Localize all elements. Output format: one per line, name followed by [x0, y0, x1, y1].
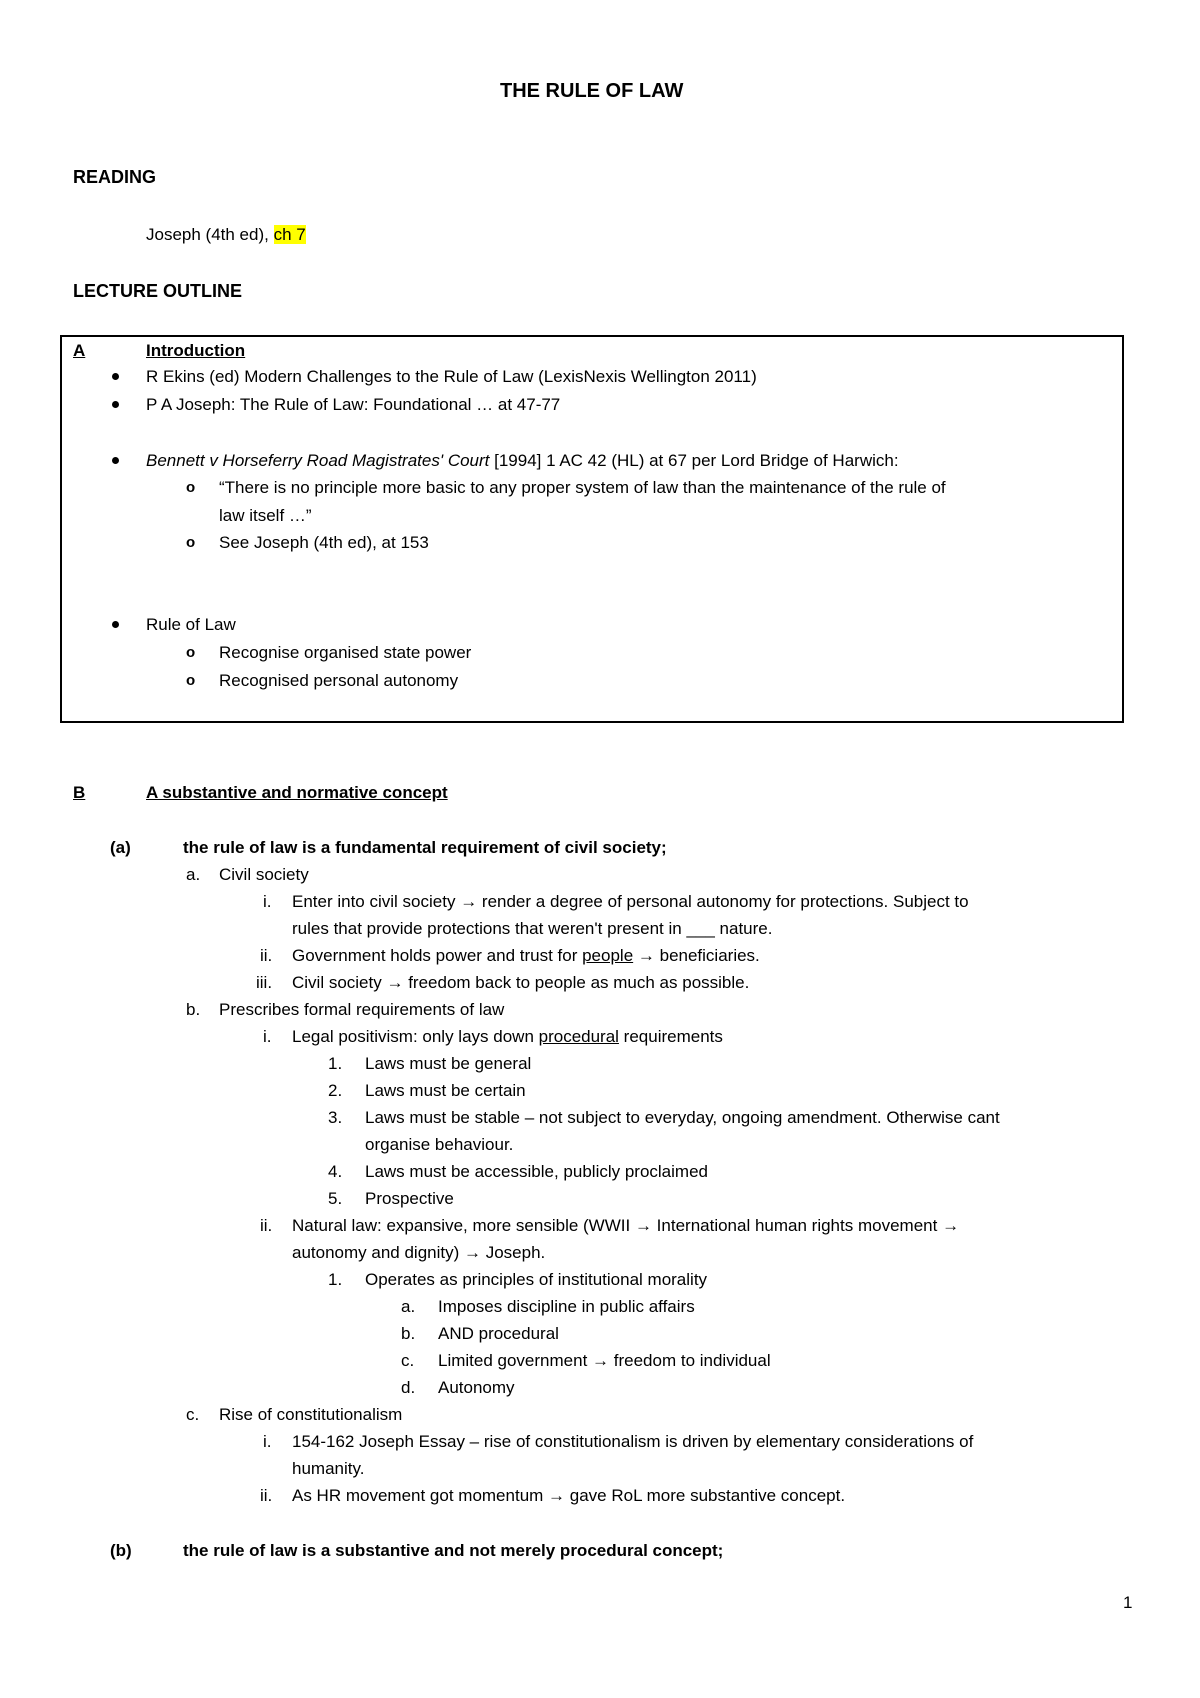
mb-label: b. [401, 1324, 416, 1343]
reading-text: Joseph (4th ed), [146, 225, 274, 244]
a-c-label: c. [186, 1405, 200, 1424]
ma-label: a. [401, 1297, 416, 1316]
a-a-i-text-2: render a degree of personal autonomy for protections. Subject to [477, 892, 969, 911]
a-a-ii-label: ii. [260, 946, 273, 965]
reading-heading: READING [73, 167, 157, 187]
arrow-icon: → [386, 973, 404, 992]
a-a-iii-text-1: Civil society [292, 973, 387, 992]
a-b-ii-text-3: autonomy and dignity) [292, 1243, 464, 1262]
section-a-sub-3: Recognise organised state power [219, 643, 472, 662]
page-number: 1 [1123, 1593, 1133, 1612]
section-b-letter: B [73, 783, 86, 802]
bullet-1 [112, 373, 119, 380]
case-name: Bennett v Horseferry Road Magistrates' Court [146, 451, 490, 470]
a-a-iii-line [292, 972, 749, 994]
arrow-icon: → [637, 946, 655, 965]
n5-text: Prospective [365, 1189, 454, 1208]
a-a-ii-text-1: Government holds power and trust for [292, 946, 583, 965]
a-b-ii-line-2 [292, 1242, 545, 1264]
a-b-ii-line-1 [292, 1215, 959, 1237]
n1-label: 1. [328, 1054, 343, 1073]
section-a-bullet-2: P A Joseph: The Rule of Law: Foundational … at 47-77 [146, 395, 561, 414]
a-b-ii-text-1: Natural law: expansive, more sensible (WWII [292, 1216, 635, 1235]
n3-text-2: organise behaviour. [365, 1135, 514, 1154]
a-b-ii-label: ii. [260, 1216, 273, 1235]
ma-text: Imposes discipline in public affairs [438, 1297, 695, 1316]
a-b-ii-text-2: International human rights movement [651, 1216, 943, 1235]
arrow-icon: → [464, 1243, 481, 1262]
a-c-ii-text-1: As HR movement got momentum [292, 1486, 549, 1505]
section-a-quote-line-2: law itself …” [219, 506, 312, 525]
n4-text: Laws must be accessible, publicly proclaimed [365, 1162, 708, 1181]
n1-text: Laws must be general [365, 1054, 532, 1073]
bullet-2 [112, 401, 119, 408]
n3-label: 3. [328, 1108, 343, 1127]
a-b-label: b. [186, 1000, 201, 1019]
a-b-i-line [292, 1026, 723, 1048]
mb-text: AND procedural [438, 1324, 559, 1343]
bullet-4 [112, 621, 119, 628]
a-a-label: a. [186, 865, 201, 884]
reading-reference [146, 224, 306, 246]
reading-highlight: ch 7 [273, 225, 306, 244]
a-a-i-label: i. [263, 892, 272, 911]
mc-text-2: freedom to individual [609, 1351, 771, 1370]
n2-label: 2. [328, 1081, 343, 1100]
section-a-bullet-1: R Ekins (ed) Modern Challenges to the Rule of Law (LexisNexis Wellington 2011) [146, 367, 757, 386]
section-a-sub-4: Recognised personal autonomy [219, 671, 459, 690]
section-a-title: Introduction [146, 341, 246, 360]
arrow-icon: → [942, 1216, 960, 1235]
a-c-ii-text-2: gave RoL more substantive concept. [565, 1486, 846, 1505]
n3-text: Laws must be stable – not subject to everyday, ongoing amendment. Otherwise cant [365, 1108, 1000, 1127]
item-a-label: (a) [110, 838, 131, 857]
mc-line [438, 1350, 771, 1372]
a-c-ii-line [292, 1485, 845, 1507]
section-a-bullet-3 [146, 450, 899, 472]
item-a-text: the rule of law is a fundamental requirement of civil society; [183, 838, 667, 857]
m1-text: Operates as principles of institutional morality [365, 1270, 708, 1289]
md-text: Autonomy [438, 1378, 515, 1397]
n5-label: 5. [328, 1189, 343, 1208]
a-a-iii-text-2: freedom back to people as much as possible. [403, 973, 750, 992]
a-b-ii-text-4: Joseph. [481, 1243, 546, 1262]
a-a-ii-line [292, 945, 760, 967]
n4-label: 4. [328, 1162, 343, 1181]
sub-marker-1: o [186, 479, 196, 496]
a-a-i-line-1 [292, 891, 969, 913]
a-b-i-label: i. [263, 1027, 272, 1046]
a-c-i-line-2: humanity. [292, 1459, 365, 1478]
case-citation: [1994] 1 AC 42 (HL) at 67 per Lord Bridge of Harwich: [489, 451, 899, 470]
page-title: THE RULE OF LAW [500, 80, 684, 102]
a-a-ii-underlined: people [582, 946, 634, 965]
sub-marker-3: o [186, 644, 196, 661]
a-a-i-line-2: rules that provide protections that weren't present in ___ nature. [292, 919, 773, 938]
section-a-letter: A [73, 341, 86, 360]
a-b-i-text-1: Legal positivism: only lays down [292, 1027, 539, 1046]
arrow-icon: → [634, 1216, 652, 1235]
arrow-icon: → [548, 1486, 566, 1505]
a-c-i-label: i. [263, 1432, 272, 1451]
item-b-label: (b) [110, 1541, 132, 1560]
a-a-i-text-1: Enter into civil society [292, 892, 461, 911]
a-b-i-text-2: requirements [618, 1027, 723, 1046]
m1-label: 1. [328, 1270, 343, 1289]
a-c-i-line-1: 154-162 Joseph Essay – rise of constitutionalism is driven by elementary considerations of [292, 1432, 974, 1451]
a-a-ii-text-2: beneficiaries. [654, 946, 760, 965]
a-a-iii-label: iii. [256, 973, 273, 992]
section-b-title: A substantive and normative concept [146, 783, 448, 802]
n2-text: Laws must be certain [365, 1081, 526, 1100]
md-label: d. [401, 1378, 416, 1397]
a-c-ii-label: ii. [260, 1486, 273, 1505]
section-a-quote-line-1: “There is no principle more basic to any proper system of law than the maintenance of the rule of [219, 478, 946, 497]
mc-text: Limited government [438, 1351, 593, 1370]
arrow-icon: → [592, 1351, 610, 1370]
arrow-icon: → [460, 892, 478, 911]
item-b-text: the rule of law is a substantive and not merely procedural concept; [183, 1541, 724, 1560]
section-a-sub-2: See Joseph (4th ed), at 153 [219, 533, 429, 552]
sub-marker-4: o [186, 672, 196, 689]
bullet-3 [112, 457, 119, 464]
a-b-i-underlined: procedural [538, 1027, 619, 1046]
sub-marker-2: o [186, 534, 196, 551]
a-b-text: Prescribes formal requirements of law [219, 1000, 505, 1019]
section-a-bullet-4: Rule of Law [146, 615, 236, 634]
outline-heading: LECTURE OUTLINE [73, 281, 242, 301]
a-c-text: Rise of constitutionalism [219, 1405, 403, 1424]
a-a-text: Civil society [219, 865, 309, 884]
mc-label: c. [401, 1351, 415, 1370]
